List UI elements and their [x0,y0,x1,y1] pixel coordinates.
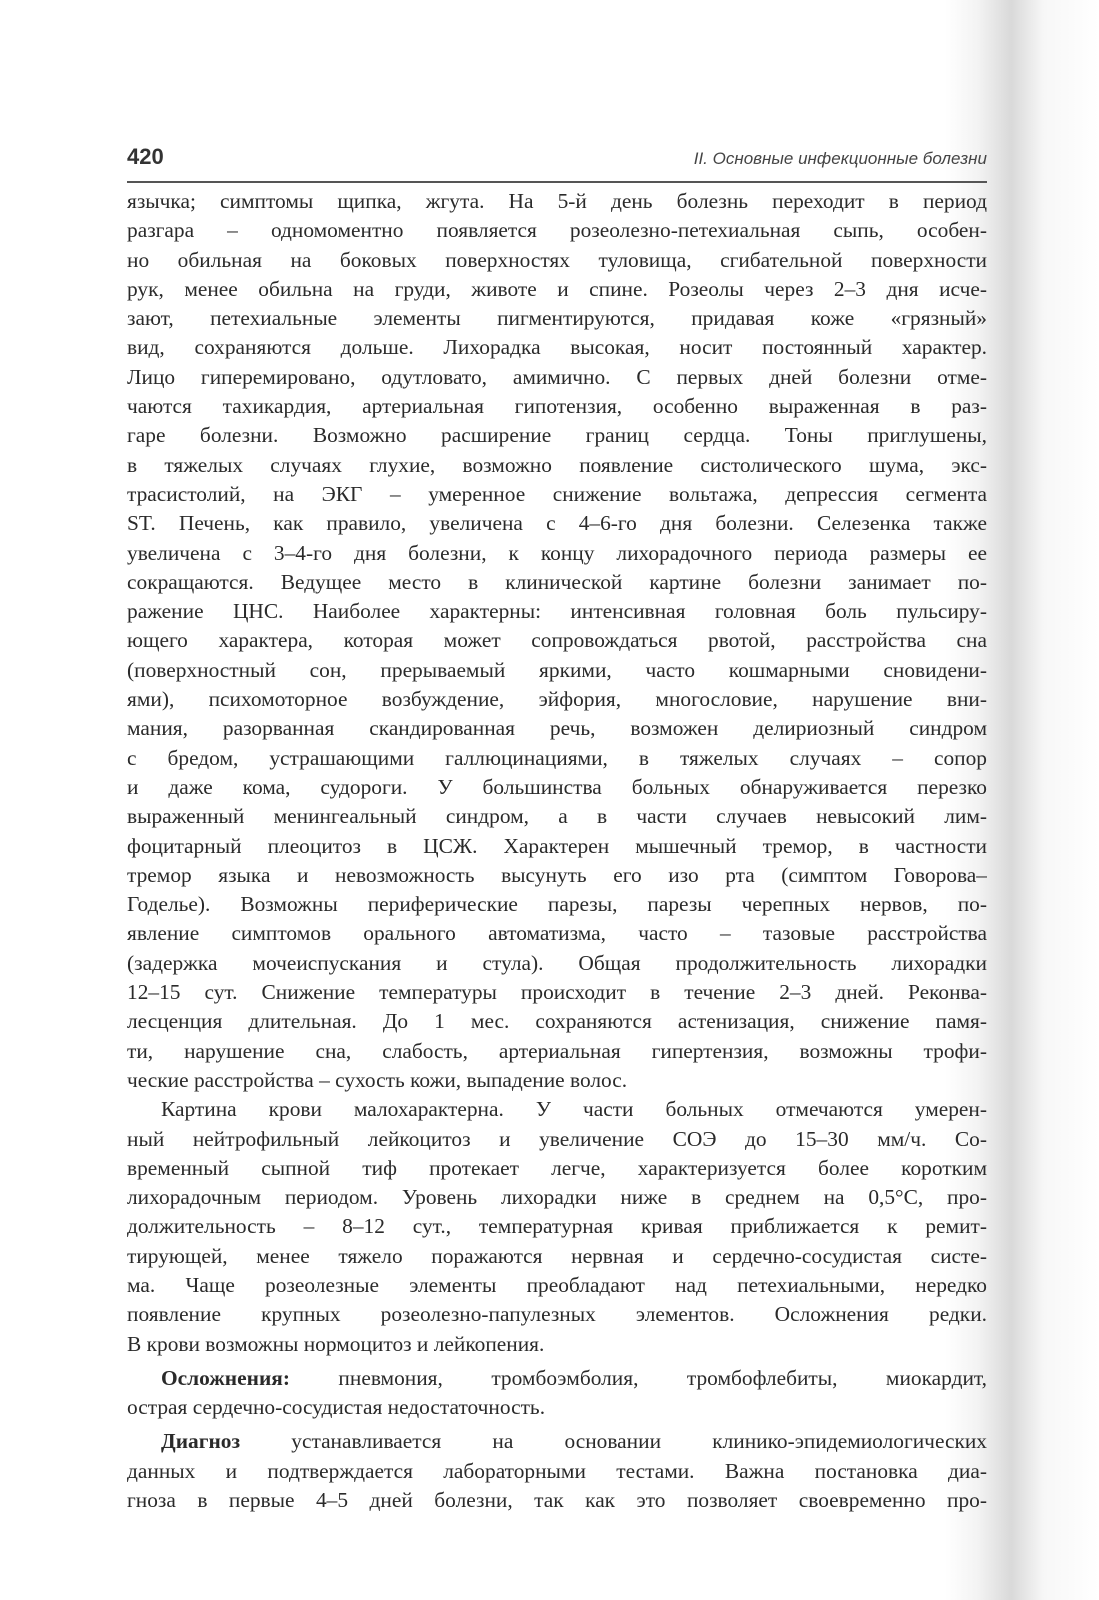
text-line: Картина крови малохарактерна. У части больных отмечаются умерен- [161,1097,987,1122]
text-line: мания, разорванная скандированная речь, возможен делириозный синдром [127,716,987,741]
text-line: острая сердечно-сосудистая недостаточность. [127,1395,546,1420]
text-line: сокращаются. Ведущее место в клинической картине болезни занимает по- [127,569,987,594]
text-line: явление симптомов орального автоматизма, часто – тазовые расстройства [127,921,987,946]
paragraph-blood-picture [127,1095,987,1359]
text-line: тремор языка и невозможность высунуть его изо рта (симптом Говорова– [127,862,987,887]
text-line: рук, менее обильна на груди, животе и спине. Розеолы через 2–3 дня исче- [127,276,987,301]
text-line [127,1427,987,1456]
body-text [127,187,987,1515]
text-line: Годелье). Возможны периферические парезы, парезы черепных нервов, по- [127,892,987,917]
text-line: лихорадочным периодом. Уровень лихорадки ниже в среднем на 0,5°С, про- [127,1185,987,1210]
text-line: появление крупных розеолезно-папулезных элементов. Осложнения редки. [127,1302,987,1327]
text-line: разгара – одномоментно появляется розеолезно-петехиальная сыпь, особен- [127,218,987,243]
diagnosis-text: устанавливается на основании клинико-эпидемиологических [240,1429,987,1454]
text-line: но обильная на боковых поверхностях туловища, сгибательной поверхности [127,247,987,272]
text-line: ти, нарушение сна, слабость, артериальная гипертензия, возможны трофи- [127,1038,987,1063]
page-number: 420 [127,144,164,169]
text-line: ST. Печень, как правило, увеличена с 4–6-го дня болезни. Селезенка также [127,511,987,536]
text-line: увеличена с 3–4-го дня болезни, к концу лихорадочного периода размеры ее [127,540,987,565]
text-line: лесценция длительная. До 1 мес. сохраняются астенизация, снижение памя- [127,1009,987,1034]
text-line: фоцитарный плеоцитоз в ЦСЖ. Характерен мышечный тремор, в частности [127,833,987,858]
text-line: 12–15 сут. Снижение температуры происходит в течение 2–3 дней. Реконва- [127,980,987,1005]
text-line: тирующей, менее тяжело поражаются нервная и сердечно-сосудистая систе- [127,1243,987,1268]
text-line: должительность – 8–12 сут., температурная кривая приближается к ремит- [127,1214,987,1239]
text-line: с бредом, устрашающими галлюцинациями, в тяжелых случаях – сопор [127,745,987,770]
text-line: ма. Чаще розеолезные элементы преобладают над петехиальными, нередко [127,1272,987,1297]
text-line: данных и подтверждается лабораторными тестами. Важна постановка диа- [127,1458,987,1483]
text-line: язычка; симптомы щипка, жгута. На 5-й день болезнь переходит в период [127,189,987,213]
text-line: чаются тахикардия, артериальная гипотензия, особенно выраженная в раз- [127,394,987,419]
text-line: ческие расстройства – сухость кожи, выпадение волос. [127,1067,628,1092]
text-line: в тяжелых случаях глухие, возможно появление систолического шума, экс- [127,452,987,477]
complications-text: пневмония, тромбоэмболия, тромбофлебиты, миокардит, [289,1365,987,1390]
text-line: трасистолий, на ЭКГ – умеренное снижение вольтажа, депрессия сегмента [127,481,987,506]
text-line: временный сыпной тиф протекает легче, характеризуется более коротким [127,1155,987,1180]
header-divider [127,181,987,183]
text-line: ющего характера, которая может сопровождаться рвотой, расстройства сна [127,628,987,653]
text-line: Лицо гиперемировано, одутловато, амимично. С первых дней болезни отме- [127,364,987,389]
text-line: ный нейтрофильный лейкоцитоз и увеличение СОЭ до 15–30 мм/ч. Со- [127,1126,987,1151]
text-line: вид, сохраняются дольше. Лихорадка высокая, носит постоянный характер. [127,335,987,360]
running-title: II. Основные инфекционные болезни [693,149,987,168]
text-line: В крови возможны нормоцитоз и лейкопения. [127,1331,545,1356]
diagnosis-term: Диагноз [161,1429,241,1454]
text-line: зают, петехиальные элементы пигментируются, придавая коже «грязный» [127,306,987,331]
text-line: гаре болезни. Возможно расширение границ сердца. Тоны приглушены, [127,423,987,448]
page-header [127,140,987,180]
paragraph-clinical-course [127,187,987,1095]
text-line: (поверхностный сон, прерываемый яркими, часто кошмарными сновидени- [127,657,987,682]
text-line: ражение ЦНС. Наиболее характерны: интенсивная головная боль пульсиру- [127,599,987,624]
text-line: гноза в первые 4–5 дней болезни, так как это позволяет своевременно про- [127,1488,987,1513]
text-line [127,1364,987,1393]
text-line: ями), психомоторное возбуждение, эйфория, многословие, нарушение вни- [127,687,987,712]
text-line: выраженный менингеальный синдром, а в части случаев невысокий лим- [127,804,987,829]
paragraph-diagnosis [127,1427,987,1515]
complications-term: Осложнения: [161,1365,290,1390]
paragraph-complications [127,1364,987,1423]
text-line: (задержка мочеиспускания и стула). Общая продолжительность лихорадки [127,950,987,975]
text-line: и даже кома, судороги. У большинства больных обнаруживается перезко [127,774,987,799]
